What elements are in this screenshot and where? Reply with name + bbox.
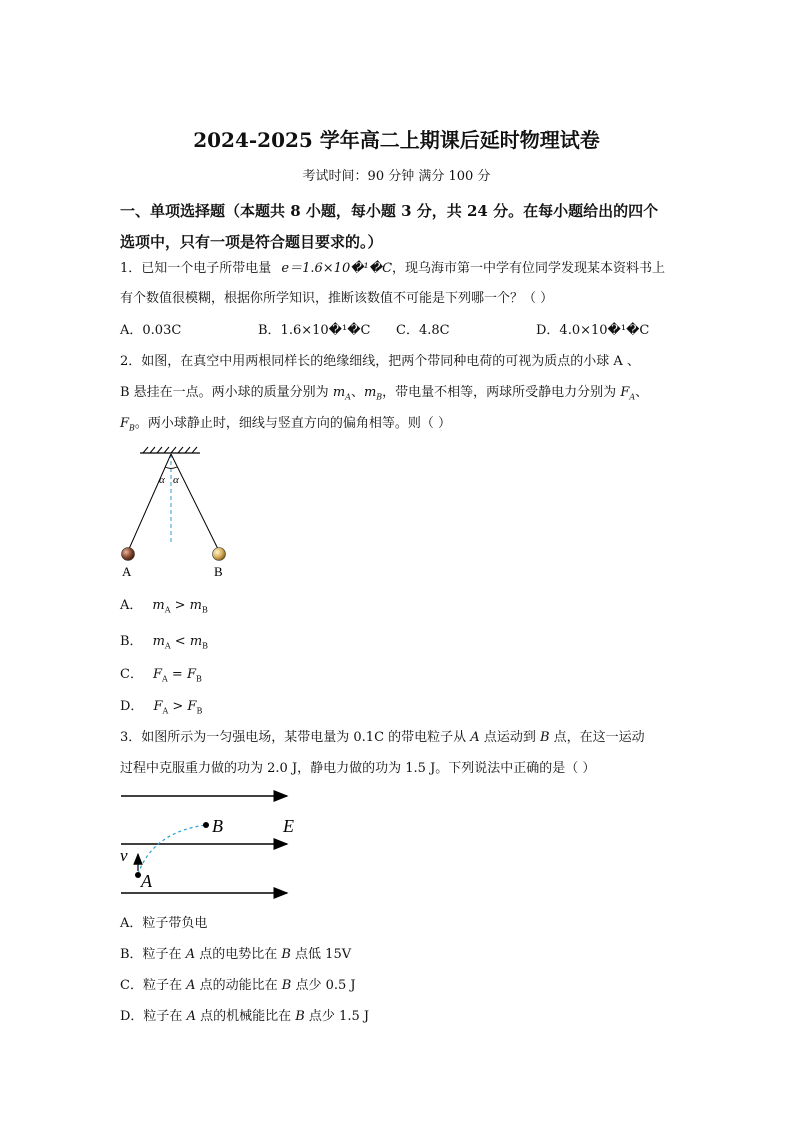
thread-b <box>171 454 218 549</box>
q2-FB-sub: B <box>129 423 135 433</box>
option-lhs: F <box>153 699 163 714</box>
ball-a-label: A <box>122 564 132 579</box>
q2-option-d <box>120 697 202 722</box>
q3-line2: 过程中克服重力做的功为 2.0 J，静电力做的功为 1.5 J。下列说法中正确的是（ ） <box>120 761 596 776</box>
pendulum-figure <box>112 446 242 580</box>
ceiling-hatch <box>143 447 197 453</box>
option-post: 点低 15V <box>290 947 352 962</box>
option-lhs: m <box>152 634 165 649</box>
q1-option-c: C．4.8C <box>396 323 450 338</box>
option-post: 点少 1.5 J <box>304 1009 370 1024</box>
q2-FA-sub: A <box>629 392 636 402</box>
option-point-1: A <box>186 1009 196 1024</box>
q1-option-b: B．1.6×10�¹�C <box>258 323 371 338</box>
label-a: A <box>141 871 152 891</box>
label-v: v <box>120 846 128 865</box>
q3-text-b: 点运动到 <box>479 730 540 745</box>
option-op: > <box>170 598 190 613</box>
option-lhs-sub: A <box>164 641 171 651</box>
q2-text-c: 。两小球静止时，细线与竖直方向的偏角相等。则（ ） <box>134 416 452 431</box>
q3-text-c: 点，在这一运动 <box>549 730 645 745</box>
q2-line2 <box>120 383 648 408</box>
thread-a <box>129 454 171 549</box>
option-lhs: F <box>152 667 162 682</box>
option-point-2: B <box>281 978 292 993</box>
q3-option-a <box>120 914 207 934</box>
option-label: A． <box>120 598 143 613</box>
q1-text-b: ，现乌海市第一中学有位同学发现某本资料书上 <box>392 261 666 276</box>
option-mid: 点的电势比在 <box>195 947 282 962</box>
q3-point-a: A <box>470 730 480 745</box>
option-op: > <box>168 699 188 714</box>
option-rhs-sub: B <box>196 706 203 716</box>
option-pre: A．粒子带负电 <box>120 916 208 931</box>
option-label: D． <box>120 699 144 714</box>
option-post: 点少 0.5 J <box>291 978 356 993</box>
q3-option-d <box>120 1007 369 1027</box>
exam-info: 考试时间：90 分钟 满分 100 分 <box>302 169 491 184</box>
q2-text-b: ，带电量不相等，两球所受静电力分别为 <box>382 385 621 400</box>
angle-label-left: α <box>159 474 165 486</box>
angle-label-right: α <box>173 474 179 486</box>
label-b: B <box>212 816 223 836</box>
option-rhs: m <box>189 598 202 613</box>
option-point-2: B <box>281 947 291 962</box>
option-pre: D．粒子在 <box>120 1009 187 1024</box>
q2-line1: 2．如图，在真空中用两根同样长的绝缘细线，把两个带同种电荷的可视为质点的小球 A 、 <box>120 354 640 369</box>
option-label: C． <box>120 667 143 682</box>
q2-option-c <box>120 665 202 690</box>
option-pre: B．粒子在 <box>120 947 186 962</box>
q2-end: 、 <box>635 385 649 400</box>
option-rhs-sub: B <box>195 674 202 684</box>
q1-line2: 有个数值很模糊，根据你所学知识，推断该数值不可能是下列哪一个？（ ） <box>120 291 554 306</box>
option-rhs: F <box>186 667 196 682</box>
option-op: = <box>167 667 187 682</box>
q2-text-a: B 悬挂在一点。两小球的质量分别为 <box>120 385 333 400</box>
section-heading-line2: 选项中，只有一项是符合题目要求的。） <box>120 233 383 251</box>
option-lhs-sub: A <box>164 605 171 615</box>
q2-option-a <box>120 596 208 621</box>
option-label: B． <box>120 634 143 649</box>
page-title: 2024-2025 学年高二上期课后延时物理试卷 <box>193 128 600 152</box>
q2-option-b <box>120 632 208 657</box>
option-point-2: B <box>295 1009 305 1024</box>
section-heading-line1: 一、单项选择题（本题共 8 小题，每小题 3 分，共 24 分。在每小题给出的四个 <box>120 202 659 220</box>
option-lhs-sub: A <box>161 674 168 684</box>
q1-text-a: 1．已知一个电子所带电量 <box>120 261 272 276</box>
q3-option-b <box>120 945 351 965</box>
option-rhs-sub: B <box>202 605 208 615</box>
option-pre: C．粒子在 <box>120 978 187 993</box>
q2-sep: 、 <box>350 385 364 400</box>
q2-mB-sub: B <box>376 392 383 402</box>
q3-option-c <box>120 976 356 996</box>
option-lhs-sub: A <box>162 706 169 716</box>
section-heading <box>120 196 680 258</box>
q2-FA: F <box>620 385 630 400</box>
q2-line3 <box>120 414 451 439</box>
label-e: E <box>283 816 294 836</box>
option-point-1: A <box>185 947 196 962</box>
option-op: < <box>170 634 190 649</box>
option-mid: 点的机械能比在 <box>195 1009 296 1024</box>
option-rhs: m <box>189 634 203 649</box>
angle-arc <box>165 467 177 468</box>
ball-b <box>213 548 226 561</box>
q3-line1 <box>120 728 645 748</box>
ball-a <box>122 548 135 561</box>
q2-mB: m <box>363 385 377 400</box>
q1-option-a: A．0.03C <box>120 323 182 338</box>
q2-FB: F <box>120 416 130 431</box>
point-b <box>203 822 209 828</box>
electric-field-figure <box>115 784 315 904</box>
option-point-1: A <box>186 978 196 993</box>
q1-option-d: D．4.0×10�¹�C <box>536 323 650 338</box>
option-lhs: m <box>152 598 165 613</box>
q2-mA: m <box>332 385 346 400</box>
q3-text-a: 3．如图所示为一匀强电场，某带电量为 0.1C 的带电粒子从 <box>120 730 471 745</box>
option-rhs: F <box>187 699 197 714</box>
trajectory-path <box>138 825 206 874</box>
option-rhs-sub: B <box>202 641 209 651</box>
ball-b-label: B <box>214 564 223 579</box>
q1-line1 <box>120 259 665 279</box>
option-mid: 点的动能比在 <box>195 978 282 993</box>
q3-point-b: B <box>539 730 550 745</box>
q1-formula: e＝1.6×10�¹�C <box>281 261 393 276</box>
q2-mA-sub: A <box>345 392 351 402</box>
